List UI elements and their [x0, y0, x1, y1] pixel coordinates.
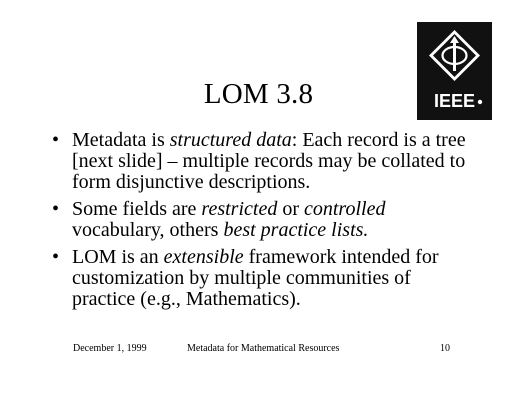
- bullet-text-segment: controlled: [304, 198, 386, 220]
- bullet-text-segment: Some fields are: [72, 198, 202, 220]
- logo-text: IEEE: [433, 91, 476, 111]
- bullet-item: [52, 247, 472, 310]
- bullet-item: [52, 130, 472, 193]
- footer-title: Metadata for Mathematical Resources: [187, 343, 340, 354]
- bullet-text-segment: extensible: [163, 246, 244, 268]
- footer-date: December 1, 1999: [73, 343, 147, 354]
- bullet-list: [52, 130, 472, 316]
- bullet-text-segment: LOM is an: [72, 246, 164, 268]
- bullet-text-segment: restricted: [201, 198, 278, 220]
- bullet-text-segment: or: [277, 198, 304, 220]
- bullet-item: [52, 199, 472, 241]
- slide-title: LOM 3.8: [203, 78, 314, 110]
- bullet-text-segment: vocabulary, others: [72, 219, 224, 241]
- page-number: 10: [440, 343, 450, 354]
- bullet-text-segment: : Each record is a tree [next slide] – multiple records may be collated to form disjunctive descriptions.: [72, 129, 466, 193]
- bullet-text-segment: Metadata is: [72, 129, 170, 151]
- bullet-text-segment: best practice lists.: [223, 219, 369, 241]
- bullet-text-segment: structured data: [169, 129, 292, 151]
- bullet-text-segment: framework intended for customization by multiple communities of practice (e.g., Mathematics).: [72, 246, 439, 310]
